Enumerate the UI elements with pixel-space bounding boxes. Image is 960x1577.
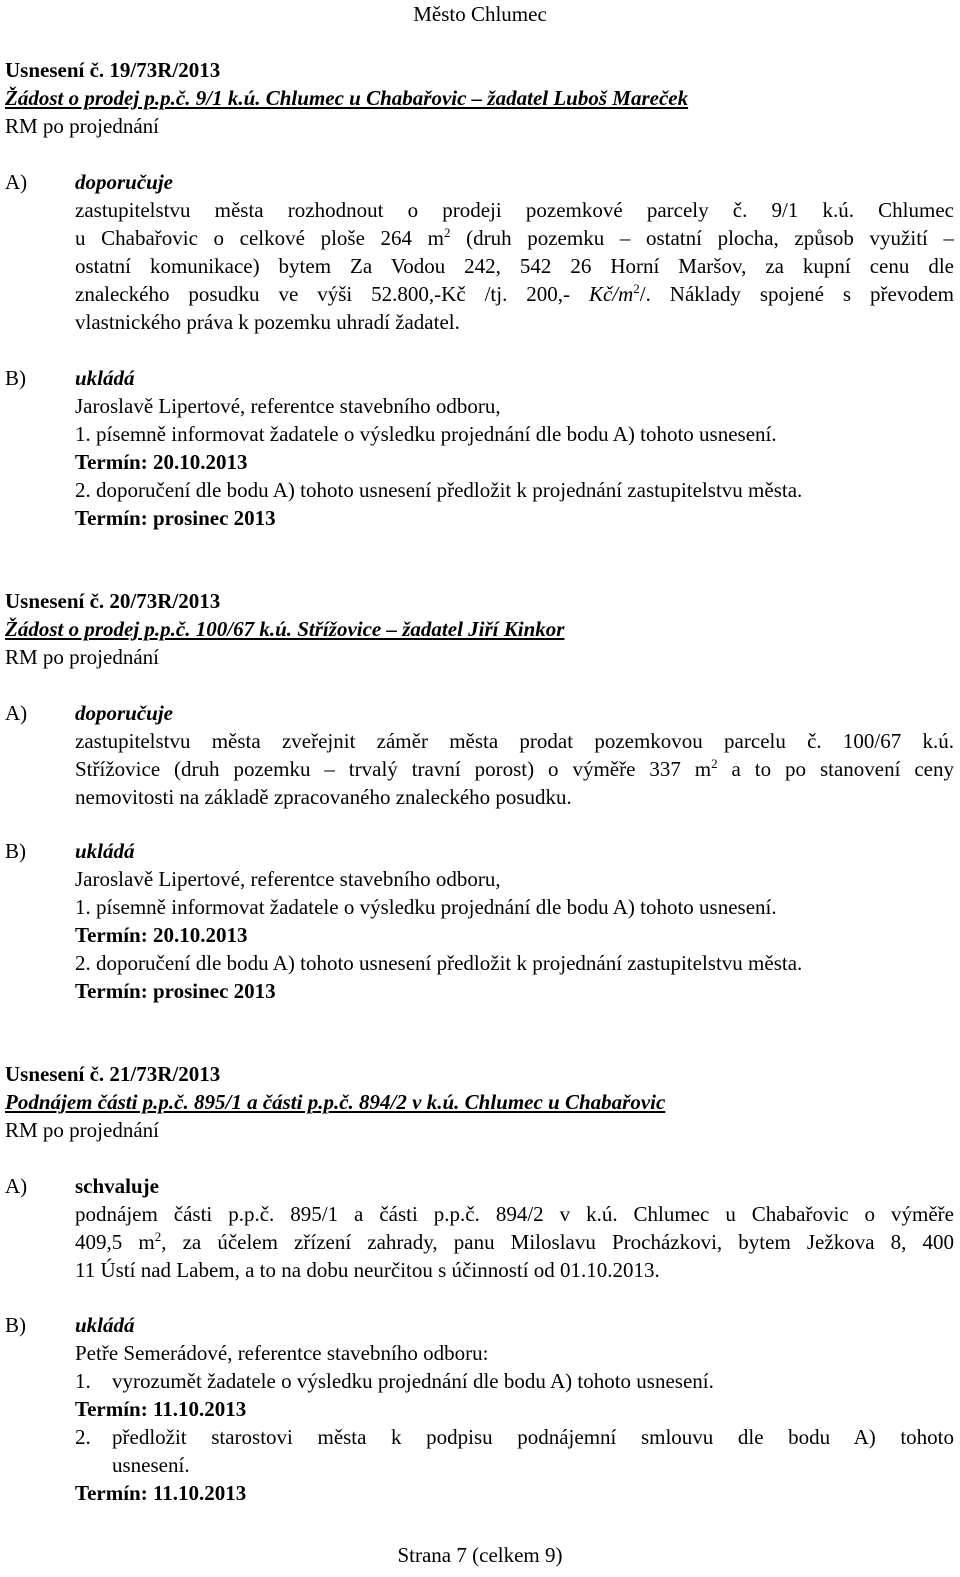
point-a-label: A) [5,170,28,194]
point-a-text-line: vlastnického práva k pozemku uhradí žadatel. [75,310,460,334]
point-a-text-line: Střížovice (druh pozemku – trvalý travní porost) o výměře 337 $m^2$ a to po stanovení ceny [75,756,955,781]
page-number: Strana 7 (celkem 9) [397,1543,563,1567]
point-a-text-line: zastupitelstvu města rozhodnout o prodeji pozemkové parcely č. 9/1 k.ú. Chlumec [75,198,954,222]
list-number: 2. [75,1425,91,1449]
point-a-text-line: podnájem části p.p.č. 895/1 a části p.p.č. 894/2 v k.ú. Chlumec u Chabařovic o výměře [75,1202,954,1226]
point-b-heading: ukládá [75,839,135,863]
point-a-label: A) [5,701,28,725]
point-a-text-line: 409,5 $m^2$, za účelem zřízení zahrady, panu Miloslavu Procházkovi, bytem Ježkova 8, 400 [75,1229,954,1254]
deadline: Termín: 20.10.2013 [75,923,248,947]
resolution-intro: RM po projednání [5,114,159,138]
point-b-text-line: 1. písemně informovat žadatele o výsledku projednání dle bodu A) tohoto usnesení. [75,422,777,446]
point-b-text-line: vyrozumět žadatele o výsledku projednání dle bodu A) tohoto usnesení. [112,1369,714,1393]
point-a-label: A) [5,1174,28,1198]
point-b-label: B) [5,839,26,863]
deadline: Termín: prosinec 2013 [75,979,276,1003]
point-a-heading: doporučuje [75,170,174,194]
point-a-text-line: 11 Ústí nad Labem, a to na dobu neurčitou s účinností od 01.10.2013. [75,1258,660,1282]
resolution-number: Usnesení č. 21/73R/2013 [5,1062,221,1086]
point-b-label: B) [5,1313,26,1337]
document-header: Město Chlumec [413,2,547,26]
point-a-text-line: u Chabařovic o celkové ploše 264 $m^2$ (druh pozemku – ostatní plocha, způsob využití – [75,225,954,250]
point-b-text-line: předložit starostovi města k podpisu podnájemní smlouvu dle bodu A) tohoto [112,1425,954,1449]
resolution-number: Usnesení č. 19/73R/2013 [5,58,221,82]
point-b-text-line: 1. písemně informovat žadatele o výsledku projednání dle bodu A) tohoto usnesení. [75,895,777,919]
point-b-text-line: Jaroslavě Lipertové, referentce stavebního odboru, [75,867,501,891]
resolution-intro: RM po projednání [5,1118,159,1142]
point-a-heading: doporučuje [75,701,174,725]
point-b-heading: ukládá [75,1313,135,1337]
resolution-subject: Žádost o prodej p.p.č. 9/1 k.ú. Chlumec u Chabařovic – žadatel Luboš Mareček [5,86,689,110]
resolution-intro: RM po projednání [5,645,159,669]
point-a-text-line: nemovitosti na základě zpracovaného znaleckého posudku. [75,785,572,809]
point-b-label: B) [5,366,26,390]
resolution-subject: Podnájem části p.p.č. 895/1 a části p.p.č. 894/2 v k.ú. Chlumec u Chabařovic [5,1090,666,1114]
point-b-text-line: usnesení. [112,1453,190,1477]
point-b-text-line: Jaroslavě Lipertové, referentce stavebního odboru, [75,394,501,418]
point-a-text-line: zastupitelstvu města zveřejnit záměr města prodat pozemkovou parcelu č. 100/67 k.ú. [75,729,954,753]
point-a-heading: schvaluje [75,1174,159,1198]
deadline: Termín: 20.10.2013 [75,450,248,474]
deadline: Termín: 11.10.2013 [75,1397,247,1421]
point-a-text-line: znaleckého posudku ve výši 52.800,-Kč /tj. 200,- $Kč/m^2/$. Náklady spojené s převodem [75,281,954,306]
list-number: 1. [75,1369,91,1393]
resolution-subject: Žádost o prodej p.p.č. 100/67 k.ú. Střížovice – žadatel Jiří Kinkor [5,617,565,641]
point-b-text-line: 2. doporučení dle bodu A) tohoto usnesení předložit k projednání zastupitelstvu města. [75,951,803,975]
point-b-text-line: Petře Semerádové, referentce stavebního odboru: [75,1341,489,1365]
deadline: Termín: 11.10.2013 [75,1481,247,1505]
point-a-text-line: ostatní komunikace) bytem Za Vodou 242, 542 26 Horní Maršov, za kupní cenu dle [75,254,954,278]
point-b-text-line: 2. doporučení dle bodu A) tohoto usnesení předložit k projednání zastupitelstvu města. [75,478,803,502]
point-b-heading: ukládá [75,366,135,390]
resolution-number: Usnesení č. 20/73R/2013 [5,589,221,613]
deadline: Termín: prosinec 2013 [75,506,276,530]
